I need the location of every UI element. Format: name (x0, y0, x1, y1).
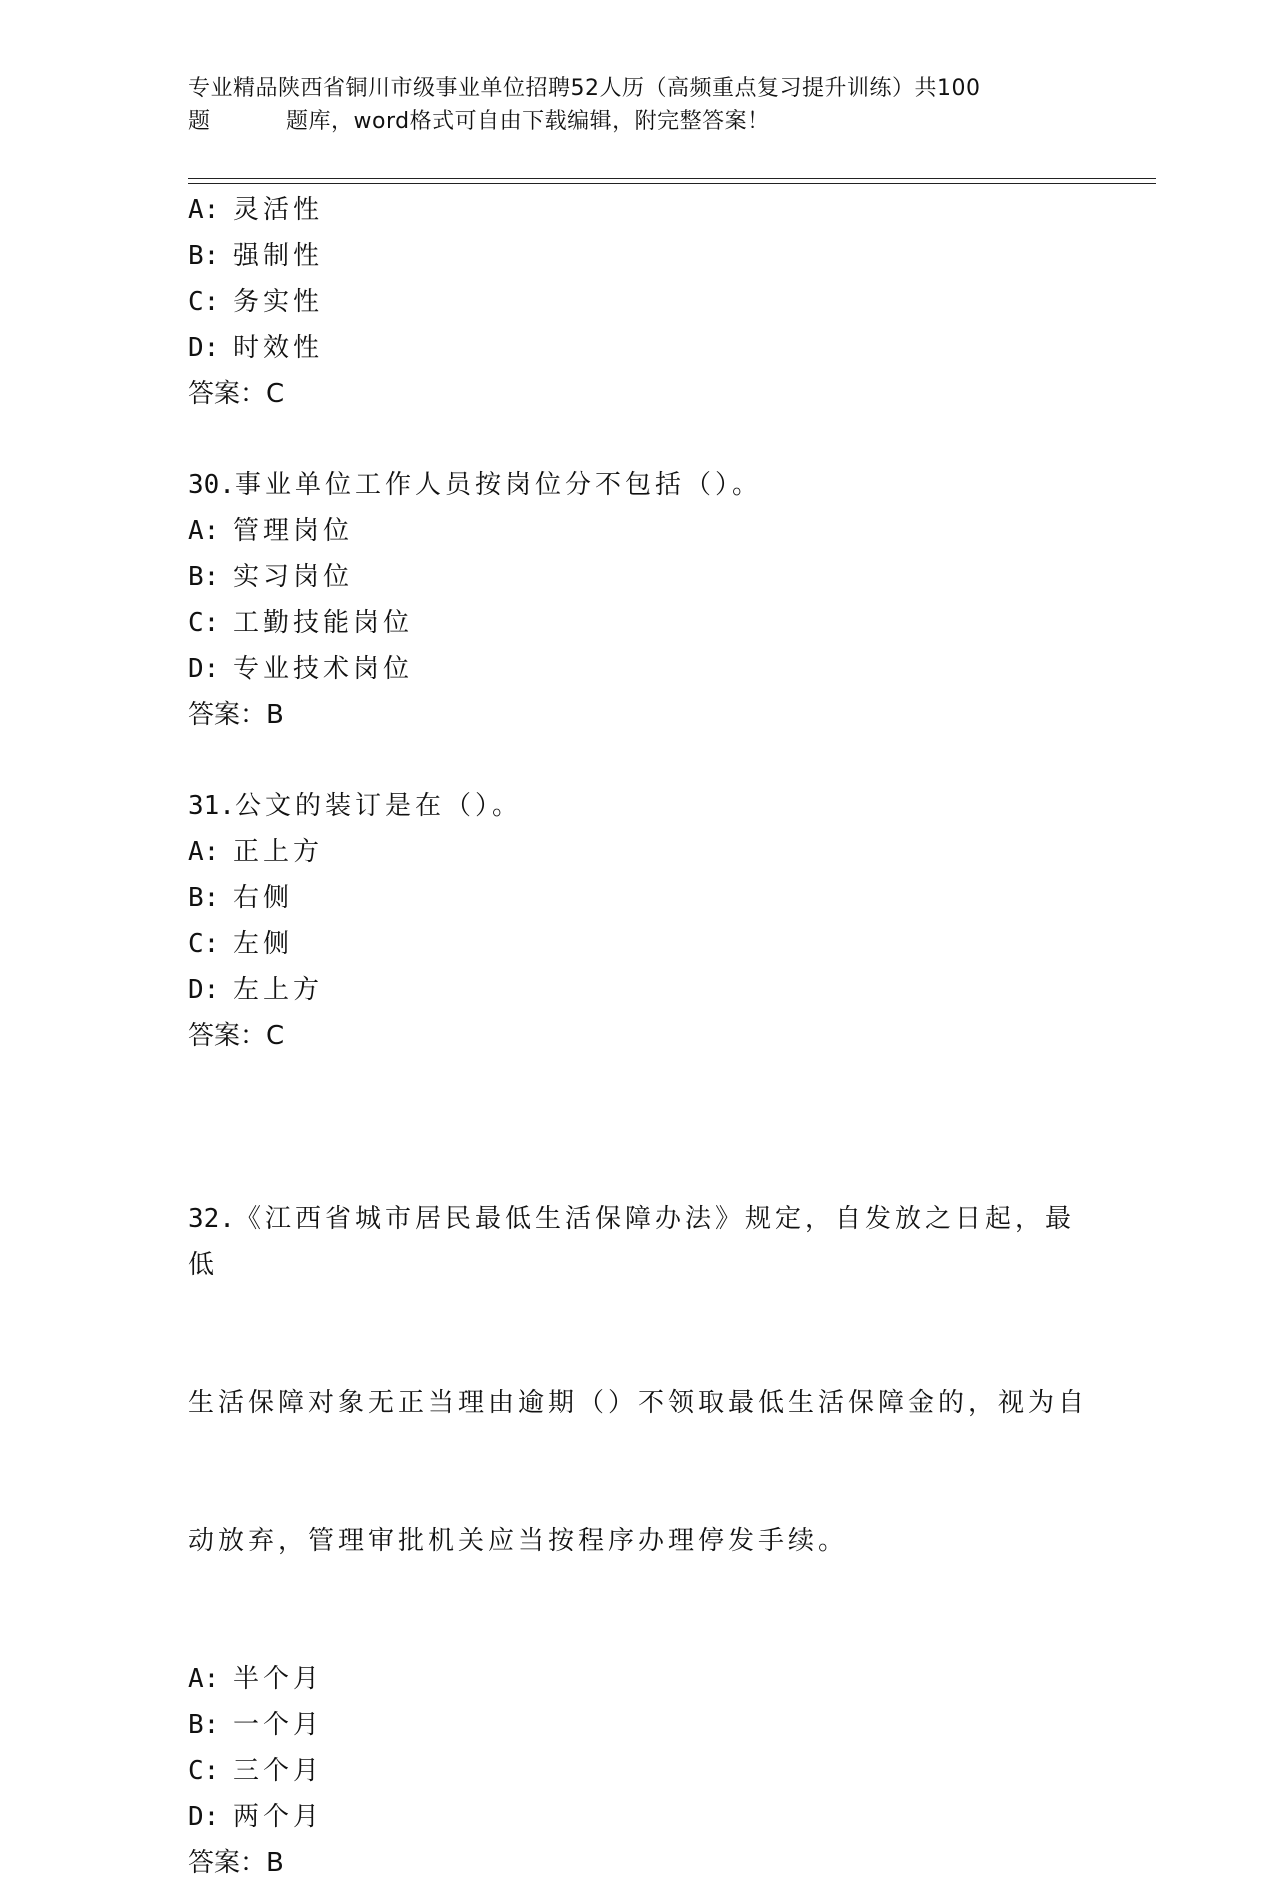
option-text: 工勤技能岗位 (233, 608, 414, 638)
question-32-option-b (188, 1702, 1088, 1748)
question-number: 31. (188, 791, 235, 821)
question-31-stem (188, 783, 1088, 829)
option-label: D: (188, 1802, 220, 1832)
question-29-block (188, 187, 1088, 417)
option-text: 左侧 (233, 929, 294, 959)
question-text: 事业单位工作人员按岗位分不包括（）。 (234, 470, 762, 500)
question-number: 32. (188, 1204, 235, 1234)
option-label: B: (188, 883, 220, 913)
header-title-line2-right: 题库，word格式可自由下载编辑，附完整答案！ (286, 109, 770, 134)
option-text: 正上方 (233, 837, 324, 867)
question-32-option-d (188, 1794, 1088, 1840)
question-31-option-d (188, 967, 1088, 1013)
question-32-stem-line1 (188, 1196, 1088, 1288)
option-label: A: (188, 837, 220, 867)
option-label: D: (188, 654, 220, 684)
header-divider-bottom (188, 183, 1156, 184)
question-30-option-d (188, 646, 1088, 692)
answer-prefix: 答案： (188, 1848, 267, 1878)
question-32-option-a (188, 1656, 1088, 1702)
option-text: 左上方 (233, 975, 324, 1005)
question-text: 公文的装订是在（）。 (234, 791, 522, 821)
question-30-stem (188, 462, 1088, 508)
question-32-block (188, 1104, 1088, 1886)
option-text: 一个月 (233, 1710, 324, 1740)
header-title-line2-left: 题 (188, 109, 211, 134)
option-label: D: (188, 333, 220, 363)
question-31-block (188, 783, 1088, 1059)
question-content (188, 187, 1088, 1886)
option-label: A: (188, 1664, 220, 1694)
question-32-answer (188, 1840, 1088, 1886)
option-label: C: (188, 929, 220, 959)
question-31-option-c (188, 921, 1088, 967)
header-divider-top (188, 178, 1156, 179)
option-label: A: (188, 195, 220, 225)
option-text: 实习岗位 (233, 562, 354, 592)
header-title-line2 (188, 105, 1088, 138)
option-label: B: (188, 241, 220, 271)
option-label: C: (188, 1756, 220, 1786)
question-text-line: 《江西省城市居民最低生活保障办法》规定，自发放之日起，最低 (188, 1204, 1075, 1280)
option-label: B: (188, 1710, 220, 1740)
option-text: 务实性 (233, 287, 324, 317)
question-29-option-a (188, 187, 1088, 233)
option-text: 右侧 (233, 883, 294, 913)
question-32-stem-line3: 动放弃，管理审批机关应当按程序办理停发手续。 (188, 1526, 849, 1556)
answer-letter: C (266, 1021, 285, 1051)
question-32-stem-line2: 生活保障对象无正当理由逾期（）不领取最低生活保障金的，视为自 (188, 1388, 1089, 1418)
question-number: 30. (188, 470, 235, 500)
option-label: C: (188, 287, 220, 317)
question-30-option-b (188, 554, 1088, 600)
option-text: 灵活性 (233, 195, 324, 225)
question-30-block (188, 462, 1088, 738)
option-text: 半个月 (233, 1664, 324, 1694)
question-30-option-c (188, 600, 1088, 646)
option-text: 强制性 (233, 241, 324, 271)
option-label: B: (188, 562, 220, 592)
answer-letter: B (266, 1848, 284, 1878)
option-label: A: (188, 516, 220, 546)
answer-prefix: 答案： (188, 379, 267, 409)
option-text: 两个月 (233, 1802, 324, 1832)
answer-prefix: 答案： (188, 700, 267, 730)
question-32-option-c (188, 1748, 1088, 1794)
question-31-option-b (188, 875, 1088, 921)
option-label: D: (188, 975, 220, 1005)
question-29-option-b (188, 233, 1088, 279)
question-31-answer (188, 1013, 1088, 1059)
answer-letter: C (266, 379, 285, 409)
question-32-stem (188, 1104, 1088, 1656)
answer-letter: B (266, 700, 284, 730)
document-header (188, 72, 1088, 138)
option-label: C: (188, 608, 220, 638)
question-29-option-c (188, 279, 1088, 325)
header-title-line1: 专业精品陕西省铜川市级事业单位招聘52人历（高频重点复习提升训练）共100 (188, 76, 981, 101)
question-31-option-a (188, 829, 1088, 875)
option-text: 三个月 (233, 1756, 324, 1786)
question-30-option-a (188, 508, 1088, 554)
answer-prefix: 答案： (188, 1021, 267, 1051)
option-text: 时效性 (233, 333, 324, 363)
question-30-answer (188, 692, 1088, 738)
question-29-answer (188, 371, 1088, 417)
option-text: 专业技术岗位 (233, 654, 414, 684)
option-text: 管理岗位 (233, 516, 354, 546)
question-29-option-d (188, 325, 1088, 371)
